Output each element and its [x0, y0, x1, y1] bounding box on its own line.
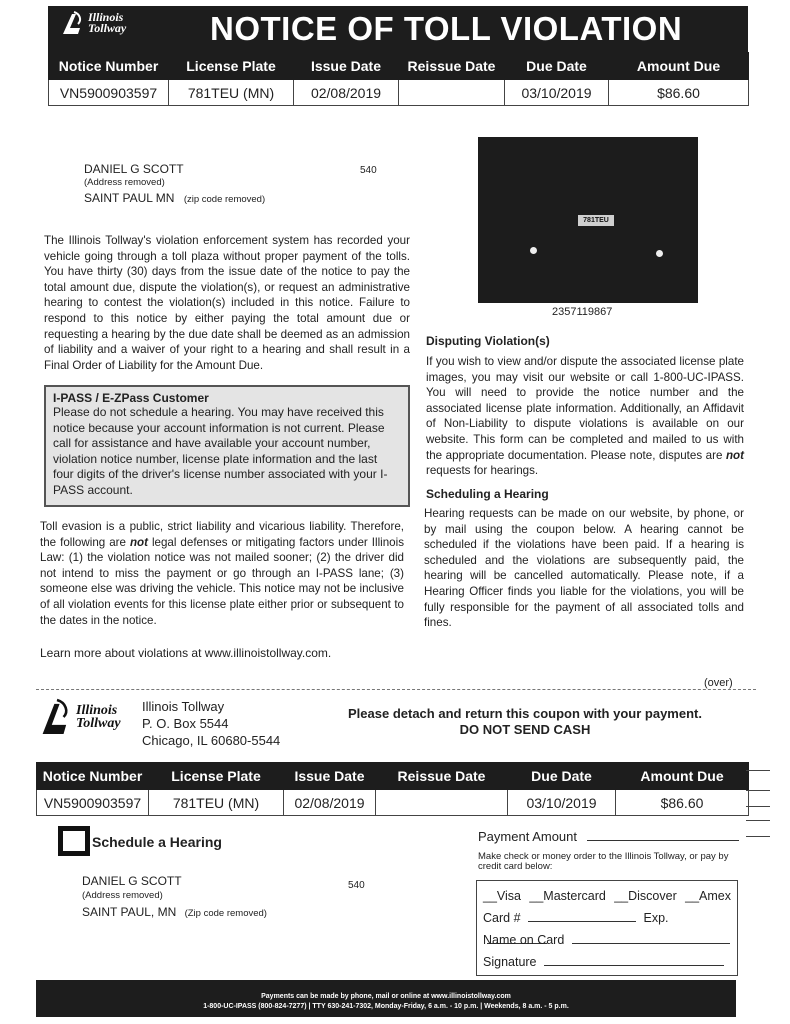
- coupon-col-header-license-plate: License Plate: [149, 763, 284, 790]
- coupon-col-header-amount-due: Amount Due: [616, 763, 749, 790]
- recipient-code: 540: [360, 165, 377, 176]
- name-on-card-label: Name on Card: [483, 933, 565, 947]
- headlight-left-icon: [530, 247, 537, 254]
- signature-row: [483, 951, 731, 973]
- signature-label: Signature: [483, 955, 537, 969]
- coupon-summary-table: [36, 762, 749, 816]
- margin-tick: [746, 806, 770, 807]
- card-type-mastercard[interactable]: __Mastercard: [529, 889, 606, 903]
- notice-summary-table: [48, 52, 749, 106]
- tollway-po-box: P. O. Box 5544: [142, 716, 229, 731]
- col-header-issue-date: Issue Date: [294, 53, 399, 80]
- table-row: [37, 790, 749, 816]
- coupon-license-plate-value: 781TEU (MN): [149, 790, 284, 816]
- margin-tick: [746, 820, 770, 821]
- evasion-paragraph: [40, 519, 404, 628]
- card-type-visa[interactable]: __Visa: [483, 889, 521, 903]
- tollway-mailing-address: [142, 698, 280, 749]
- coupon-issue-date-value: 02/08/2019: [284, 790, 376, 816]
- hearing-paragraph: Hearing requests can be made on our website, by phone, or by mail using the coupon below. A hearing cannot be scheduled if the violations have been paid. If a hearing is scheduled and the violations are subsequently paid, the hearing will be cancelled automatically. Please note, if a Hearing Officer finds you liable for the violations, you will be fully responsible for the payment of all associated tolls and fines.: [424, 507, 744, 630]
- photo-plate: 781TEU: [578, 215, 614, 226]
- payment-amount-row: [478, 829, 739, 844]
- coupon-recipient-address: [82, 874, 382, 919]
- recipient-address-note: (Address removed): [84, 177, 165, 188]
- evasion-not-emphasis: not: [129, 535, 148, 549]
- amount-due-value: $86.60: [609, 80, 749, 106]
- recipient-address: [84, 162, 384, 207]
- due-date-value: 03/10/2019: [505, 80, 609, 106]
- evasion-text-part2: legal defenses or mitigating factors under Illinois Law: (1) the violation notice was not mailed sooner; (2) the driver did not intend to miss the payment or go through an I-PASS lane; (3) someone else was driving the vehicle. This notice may not be inclusive of all violation events for this license plate either prior or subsequent to the dates in the notice.: [40, 535, 404, 627]
- footer-bar: [36, 980, 736, 1017]
- footer-line1: Payments can be made by phone, mail or online at www.illinoistollway.com: [261, 993, 511, 1000]
- license-plate-value: 781TEU (MN): [169, 80, 294, 106]
- reissue-date-value: [399, 80, 505, 106]
- photo-caption: 2357119867: [552, 306, 613, 318]
- logo-line1: Illinois: [88, 9, 124, 24]
- coupon-logo-icon: [40, 697, 74, 737]
- dispute-text-part2: requests for hearings.: [426, 464, 539, 478]
- coupon-notice-number-value: VN5900903597: [37, 790, 149, 816]
- dispute-not-emphasis: not: [725, 448, 744, 462]
- headlight-right-icon: [656, 250, 663, 257]
- schedule-hearing-checkbox[interactable]: [58, 826, 90, 856]
- coupon-col-header-notice-number: Notice Number: [37, 763, 149, 790]
- card-type-discover[interactable]: __Discover: [614, 889, 677, 903]
- card-type-amex[interactable]: __Amex: [685, 889, 731, 903]
- logo-line2: Tollway: [88, 21, 127, 35]
- schedule-hearing-label: Schedule a Hearing: [92, 834, 222, 850]
- page-title: NOTICE OF TOLL VIOLATION: [210, 10, 683, 47]
- recipient-city: SAINT PAUL MN: [84, 191, 175, 205]
- tollway-logo-icon: [60, 10, 86, 36]
- margin-tick: [746, 790, 770, 791]
- card-number-label: Card #: [483, 911, 521, 925]
- name-on-card-field[interactable]: [572, 943, 730, 944]
- tollway-city: Chicago, IL 60680-5544: [142, 733, 281, 748]
- footer-line2: 1-800-UC-IPASS (800-824-7277) | TTY 630-241-7302, Monday-Friday, 6 a.m. - 10 p.m. | Weekends, 8 a.m. - 5 p.m.: [203, 1003, 569, 1010]
- card-type-row: [483, 885, 731, 907]
- col-header-reissue-date: Reissue Date: [399, 53, 505, 80]
- coupon-recipient-address-note: (Address removed): [82, 890, 163, 901]
- notice-number-value: VN5900903597: [49, 80, 169, 106]
- coupon-reissue-date-value: [376, 790, 508, 816]
- ipass-customer-box: [44, 385, 410, 507]
- table-row: [49, 80, 749, 106]
- signature-field[interactable]: [544, 965, 724, 966]
- card-number-field[interactable]: [528, 921, 636, 922]
- recipient-name: DANIEL G SCOTT: [84, 162, 184, 176]
- credit-card-box: [476, 880, 738, 976]
- coupon-col-header-due-date: Due Date: [508, 763, 616, 790]
- detach-instruction: Please detach and return this coupon with your payment.: [348, 706, 702, 721]
- detach-line: [36, 689, 756, 690]
- ipass-text: Please do not schedule a hearing. You may have received this notice because your account information is not current. Please call for assistance and have available your account number, violation notice number, license plate information and the last four digits of the driver's license number associated with your I-PASS account.: [53, 405, 388, 497]
- col-header-license-plate: License Plate: [169, 53, 294, 80]
- check-note: Make check or money order to the Illinois Tollway, or pay by credit card below:: [478, 851, 729, 872]
- coupon-recipient-code: 540: [348, 880, 365, 891]
- col-header-amount-due: Amount Due: [609, 53, 749, 80]
- coupon-recipient-name: DANIEL G SCOTT: [82, 874, 182, 888]
- learn-more-text: Learn more about violations at www.illinoistollway.com.: [40, 646, 332, 660]
- margin-tick: [746, 770, 770, 771]
- coupon-col-header-issue-date: Issue Date: [284, 763, 376, 790]
- dispute-heading: Disputing Violation(s): [426, 334, 550, 348]
- no-cash-warning: DO NOT SEND CASH: [459, 722, 591, 737]
- coupon-due-date-value: 03/10/2019: [508, 790, 616, 816]
- coupon-amount-due-value: $86.60: [616, 790, 749, 816]
- coupon-col-header-reissue-date: Reissue Date: [376, 763, 508, 790]
- card-number-row: [483, 907, 731, 929]
- dispute-paragraph: [426, 354, 744, 479]
- payment-amount-label: Payment Amount: [478, 829, 577, 844]
- over-label: (over): [704, 677, 733, 689]
- coupon-recipient-city: SAINT PAUL, MN: [82, 905, 177, 919]
- ipass-heading: I-PASS / E-ZPass Customer: [53, 391, 209, 405]
- issue-date-value: 02/08/2019: [294, 80, 399, 106]
- coupon-instructions: [330, 706, 720, 738]
- margin-tick: [746, 836, 770, 837]
- evasion-text-part1: Toll evasion is a public, strict liability and vicarious liability. Therefore, the following are: [40, 520, 404, 549]
- license-plate-photo: [478, 137, 698, 303]
- col-header-due-date: Due Date: [505, 53, 609, 80]
- hearing-heading: Scheduling a Hearing: [426, 487, 549, 501]
- intro-paragraph: The Illinois Tollway's violation enforcement system has recorded your vehicle going through a toll plaza without proper payment of the tolls. You have thirty (30) days from the issue date of the notice to pay the total amount due, dispute the violation(s), or request an administrative hearing to contest the violation(s) included in this notice. Failure to respond to this notice by either paying the total amount due or requesting a hearing by the due date shall be deemed as an admission of liability and a waiver of your right to a hearing and shall result in a Final Order of Liability for the Amount Due.: [44, 234, 410, 372]
- expiry-label: Exp.: [643, 911, 669, 925]
- dispute-text-part1: If you wish to view and/or dispute the associated license plate images, you may visit our website or call 1-800-UC-IPASS. You will need to provide the notice number and the associated license plate information. Additionally, an Affidavit of Non-Liability to dispute violations is available on our website. This form can be completed and mailed to us with the appropriate documentation. Please note, disputes are: [426, 355, 744, 462]
- coupon-logo-line2: Tollway: [76, 716, 121, 731]
- tollway-org-name: Illinois Tollway: [142, 699, 225, 714]
- coupon-logo: [40, 697, 121, 737]
- name-on-card-row: [483, 929, 731, 951]
- col-header-notice-number: Notice Number: [49, 53, 169, 80]
- coupon-logo-line1: Illinois: [76, 702, 118, 718]
- payment-amount-field[interactable]: [587, 840, 739, 841]
- tollway-logo: [60, 10, 126, 36]
- recipient-zip-note: (zip code removed): [183, 194, 266, 205]
- coupon-recipient-zip-note: (Zip code removed): [184, 908, 267, 919]
